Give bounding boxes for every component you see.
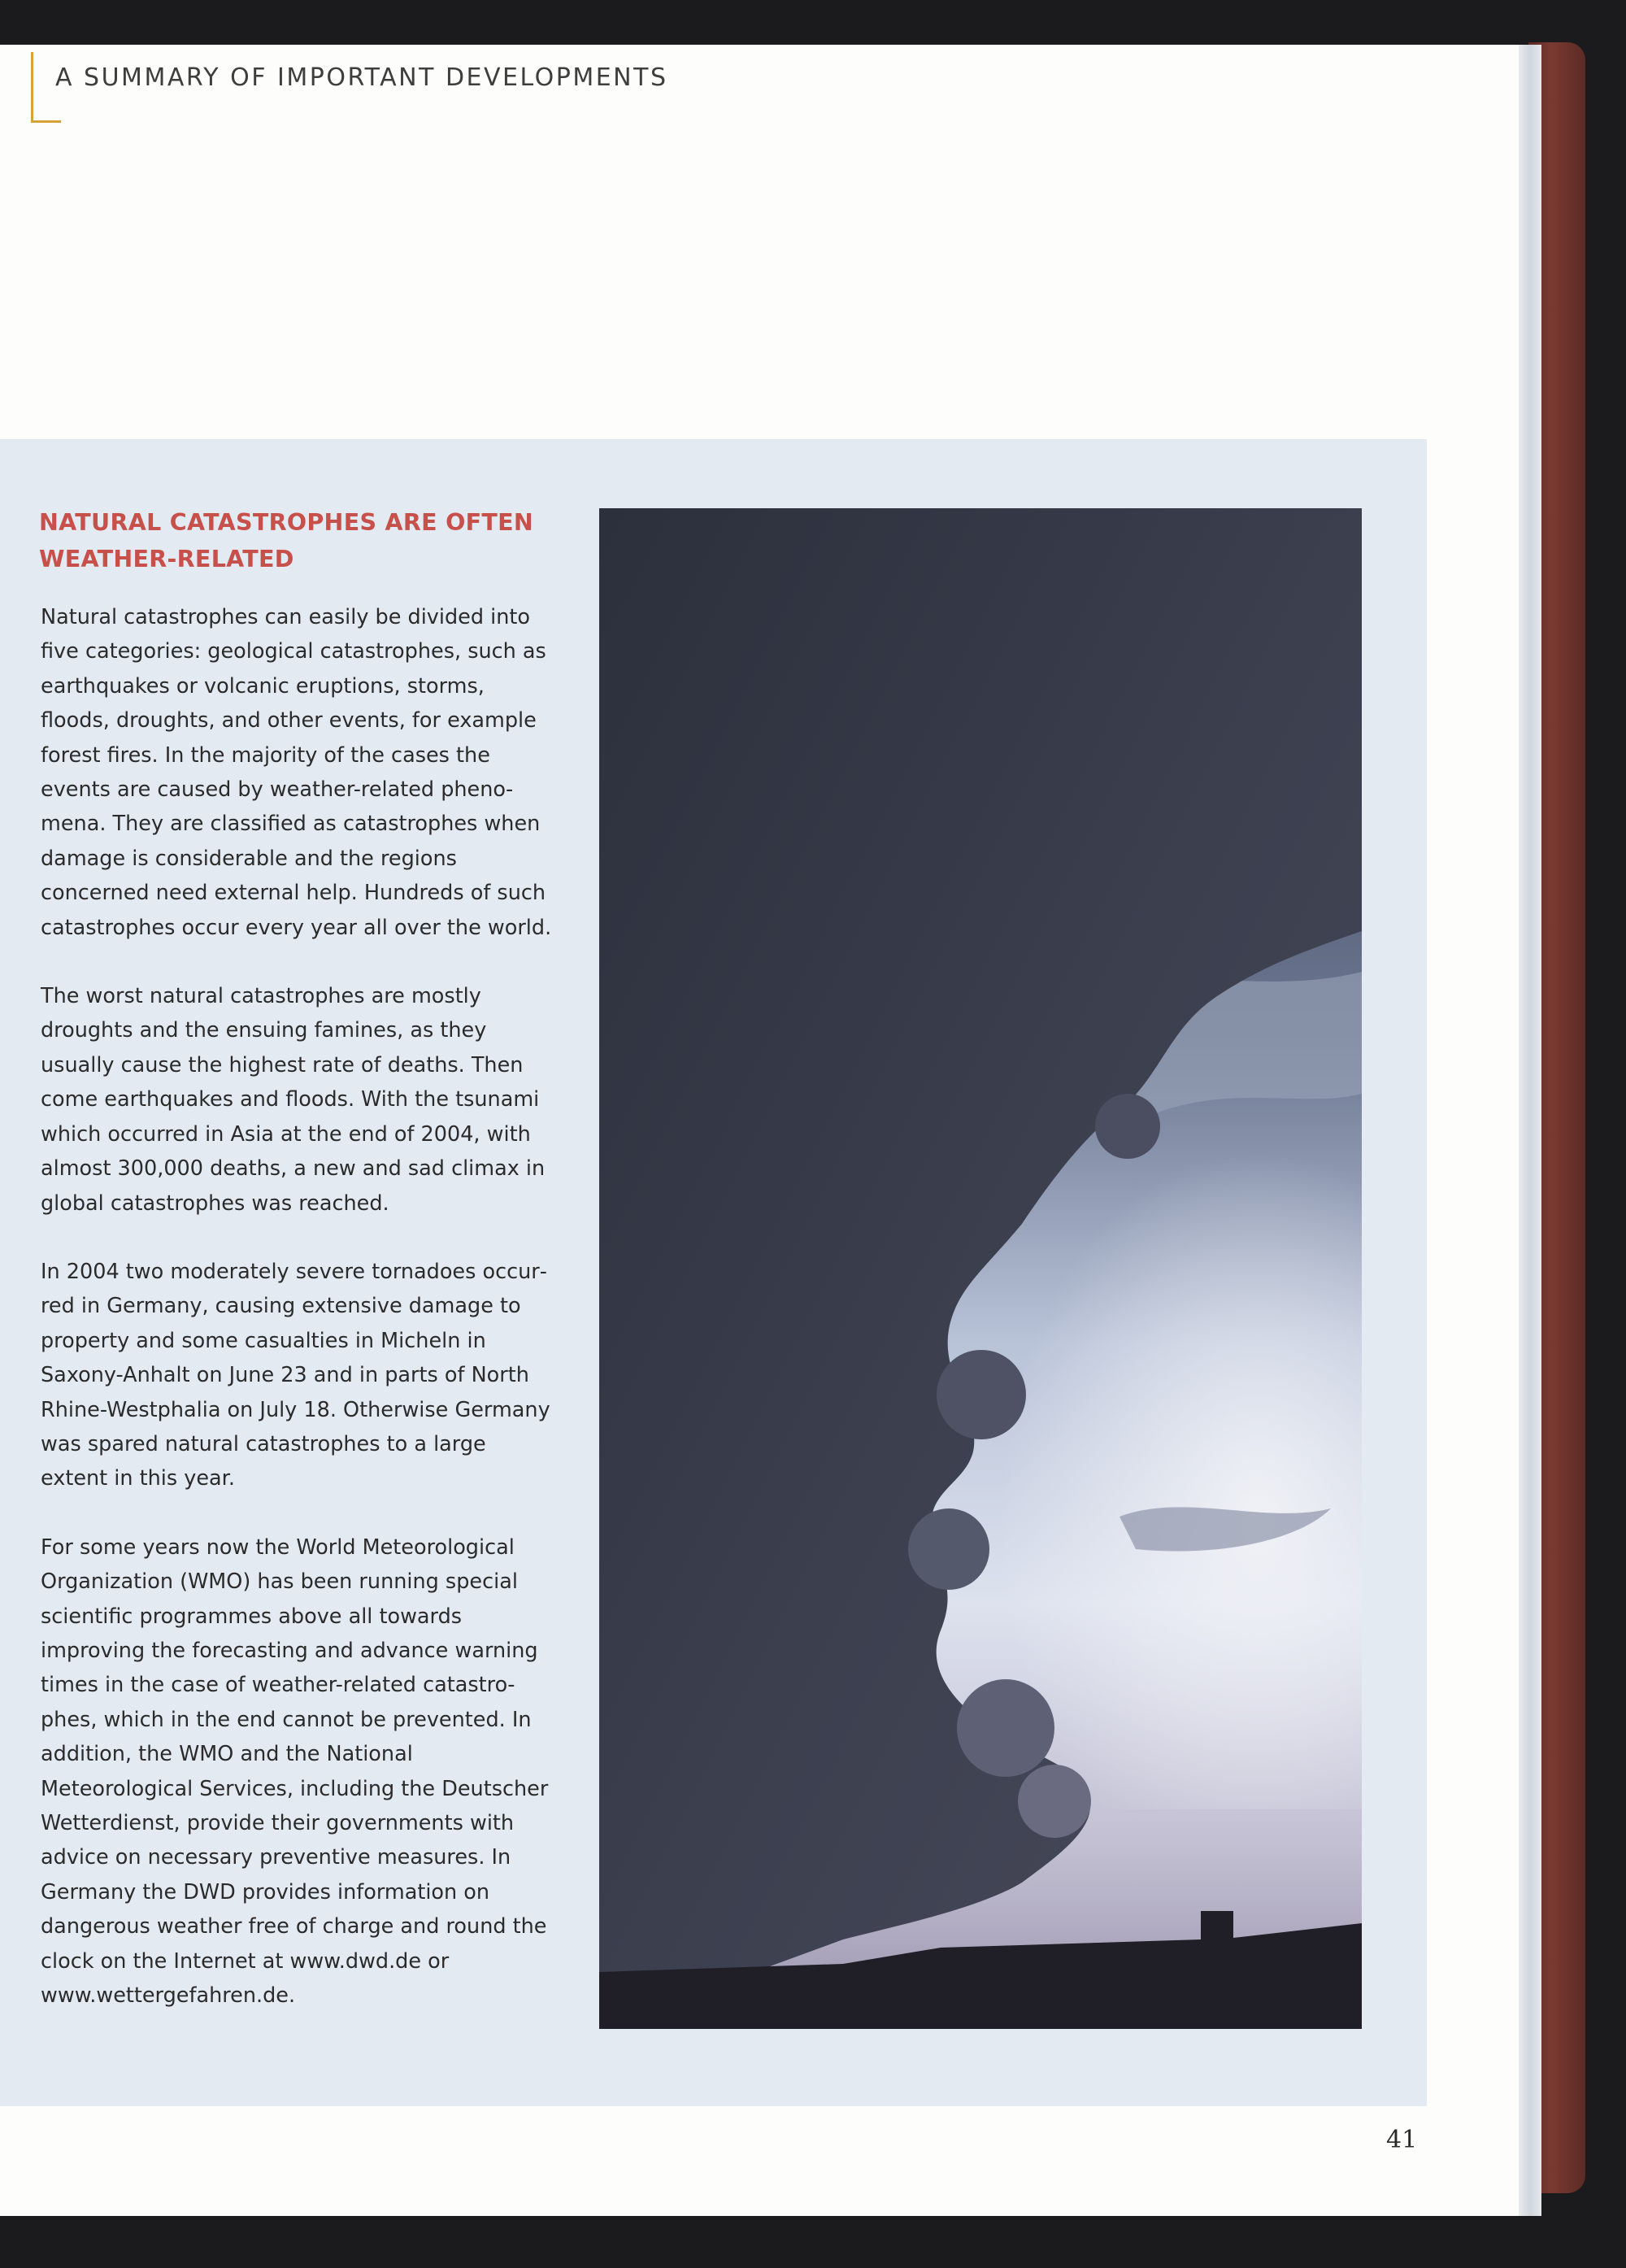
paragraph: In 2004 two moderately severe tornadoes occurred in Germany, causing extensive damage to property and some casualties in Micheln in Saxony-Anhalt on June 23 and in parts of North Rhine-Westphalia on July 18. Otherwise Germany was spared natural catastrophes to a large extent in this year. bbox=[41, 1259, 550, 1491]
paragraph: For some years now the World Meteorological Organization (WMO) has been running special scientific programmes above all towards improving the forecasting and advance warning times in the case of weather-related catastrophes, which in the end cannot be prevented. In addition, the WMO and the National Meteorological Services, including the Deutscher Wetterdienst, provide their governments with advice on necessary preventive measures. In Germany the DWD provides information on dangerous weather free of charge and round the clock on the Internet at www.dwd.de or www.wettergefahren.de. bbox=[41, 1534, 549, 2009]
paragraph: Natural catastrophes can easily be divided into five categories: geological catastrophes, such as earthquakes or volcanic eruptions, storms, floods, droughts, and other events, for example forest fires. In the majority of the cases the events are caused by weather-related phenomena. They are classified as catastrophes when damage is considerable and the regions concerned need external help. Hundreds of such catastrophes occur every year all over the world. bbox=[41, 605, 552, 940]
page-number: 41 bbox=[1386, 2126, 1418, 2154]
article-headline: NATURAL CATASTROPHES ARE OFTEN WEATHER-RELATED bbox=[39, 509, 534, 572]
running-head: A SUMMARY OF IMPORTANT DEVELOPMENTS bbox=[55, 63, 668, 92]
paragraph: The worst natural catastrophes are mostly droughts and the ensuing famines, as they usually cause the highest rate of deaths. Then come earthquakes and floods. With the tsunami which occurred in Asia at the end of 2004, with almost 300,000 deaths, a new and sad climax in global catastrophes was reached. bbox=[41, 984, 546, 1216]
article-body bbox=[41, 600, 553, 2047]
storm-cloud-illustration bbox=[599, 508, 1362, 2029]
storm-cloud-photo bbox=[599, 508, 1362, 2029]
page-edge bbox=[1519, 45, 1541, 2216]
